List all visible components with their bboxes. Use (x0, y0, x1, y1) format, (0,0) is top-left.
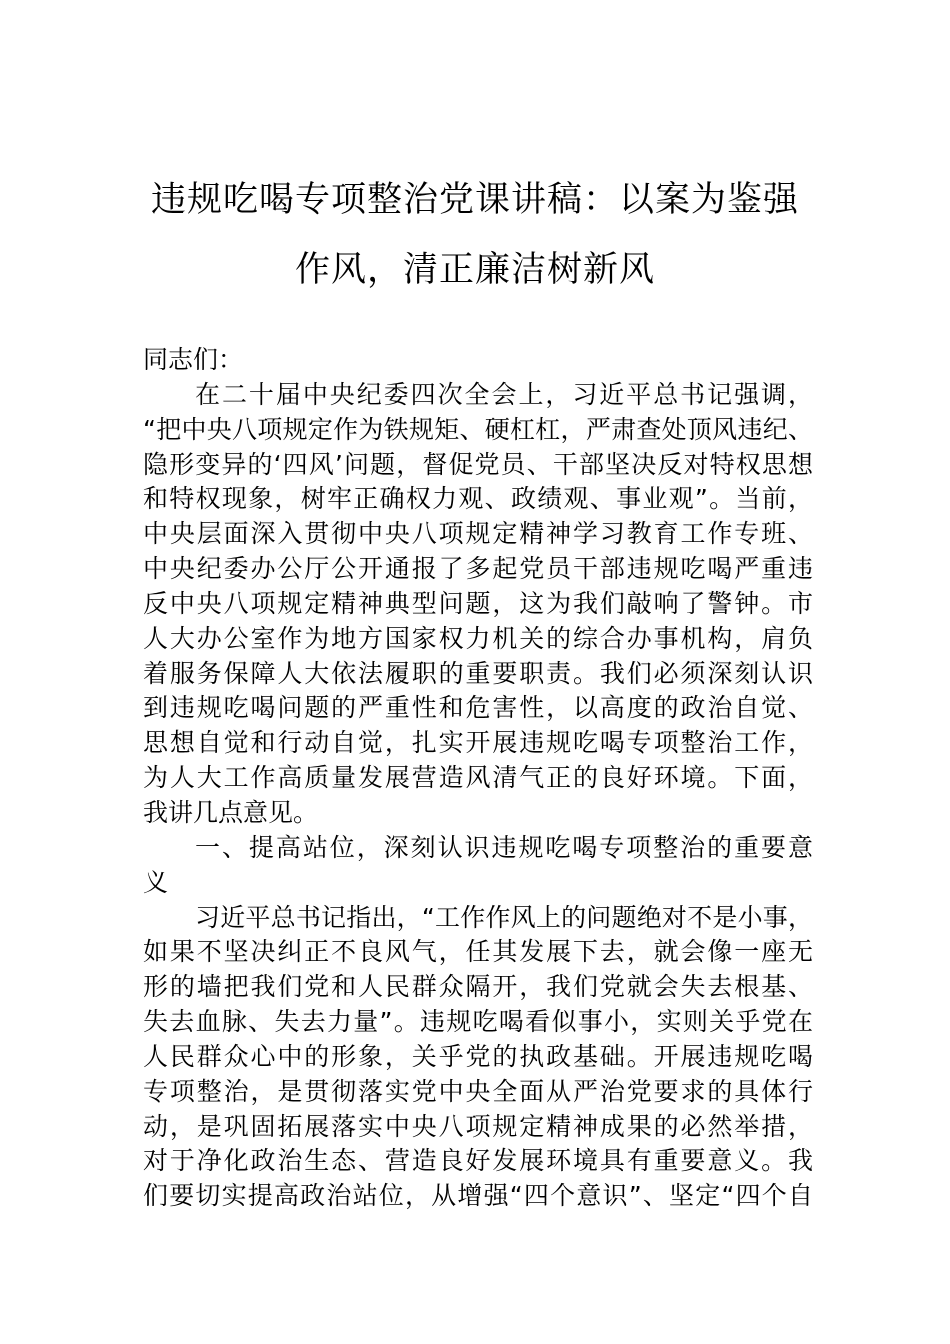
paragraph-line: 思想自觉和行动自觉，扎实开展违规吃喝专项整治工作， (143, 728, 813, 758)
paragraph-line: 们要切实提高政治站位，从增强“四个意识”、坚定“四个自 (143, 1181, 813, 1211)
paragraph-line: 如果不坚决纠正不良风气，任其发展下去，就会像一座无 (143, 937, 813, 967)
paragraph-line: 中央层面深入贯彻中央八项规定精神学习教育工作专班、 (143, 519, 813, 549)
paragraph-line: “把中央八项规定作为铁规矩、硬杠杠，严肃查处顶风违纪、 (143, 414, 813, 444)
paragraph-line: 隐形变异的‘四风’问题，督促党员、干部坚决反对特权思想 (143, 449, 813, 479)
paragraph-line: 人大办公室作为地方国家权力机关的综合办事机构，肩负 (143, 623, 813, 653)
paragraph-line: 人民群众心中的形象，关乎党的执政基础。开展违规吃喝 (143, 1041, 813, 1071)
paragraph-line: 失去血脉、失去力量”。违规吃喝看似事小，实则关乎党在 (143, 1007, 813, 1037)
section-heading-line: 义 (143, 867, 169, 897)
paragraph-line: 在二十届中央纪委四次全会上，习近平总书记强调， (195, 379, 813, 409)
paragraph-line: 为人大工作高质量发展营造风清气正的良好环境。下面， (143, 763, 813, 793)
paragraph-line: 着服务保障人大依法履职的重要职责。我们必须深刻认识 (143, 658, 813, 688)
paragraph-line: 到违规吃喝问题的严重性和危害性，以高度的政治自觉、 (143, 693, 813, 723)
paragraph-line: 形的墙把我们党和人民群众隔开，我们党就会失去根基、 (143, 972, 813, 1002)
paragraph-line: 习近平总书记指出，“工作作风上的问题绝对不是小事， (195, 902, 813, 932)
document-body (143, 343, 813, 1214)
paragraph-line: 对于净化政治生态、营造良好发展环境具有重要意义。我 (143, 1146, 813, 1176)
salutation: 同志们： (143, 345, 244, 374)
paragraph-line: 中央纪委办公厅公开通报了多起党员干部违规吃喝严重违 (143, 554, 813, 584)
section-heading-line: 一、提高站位，深刻认识违规吃喝专项整治的重要意 (195, 832, 813, 862)
document-title-line-2: 作风，清正廉洁树新风 (294, 250, 655, 290)
paragraph-line: 我讲几点意见。 (143, 797, 319, 827)
paragraph-line: 动，是巩固拓展落实中央八项规定精神成果的必然举措， (143, 1111, 813, 1141)
paragraph-line: 反中央八项规定精神典型问题，这为我们敲响了警钟。市 (143, 588, 813, 618)
paragraph-line: 和特权现象，树牢正确权力观、政绩观、事业观”。当前， (143, 484, 813, 514)
document-title-line-1: 违规吃喝专项整治党课讲稿：以案为鉴强 (150, 180, 799, 220)
paragraph-line: 专项整治，是贯彻落实党中央全面从严治党要求的具体行 (143, 1076, 813, 1106)
